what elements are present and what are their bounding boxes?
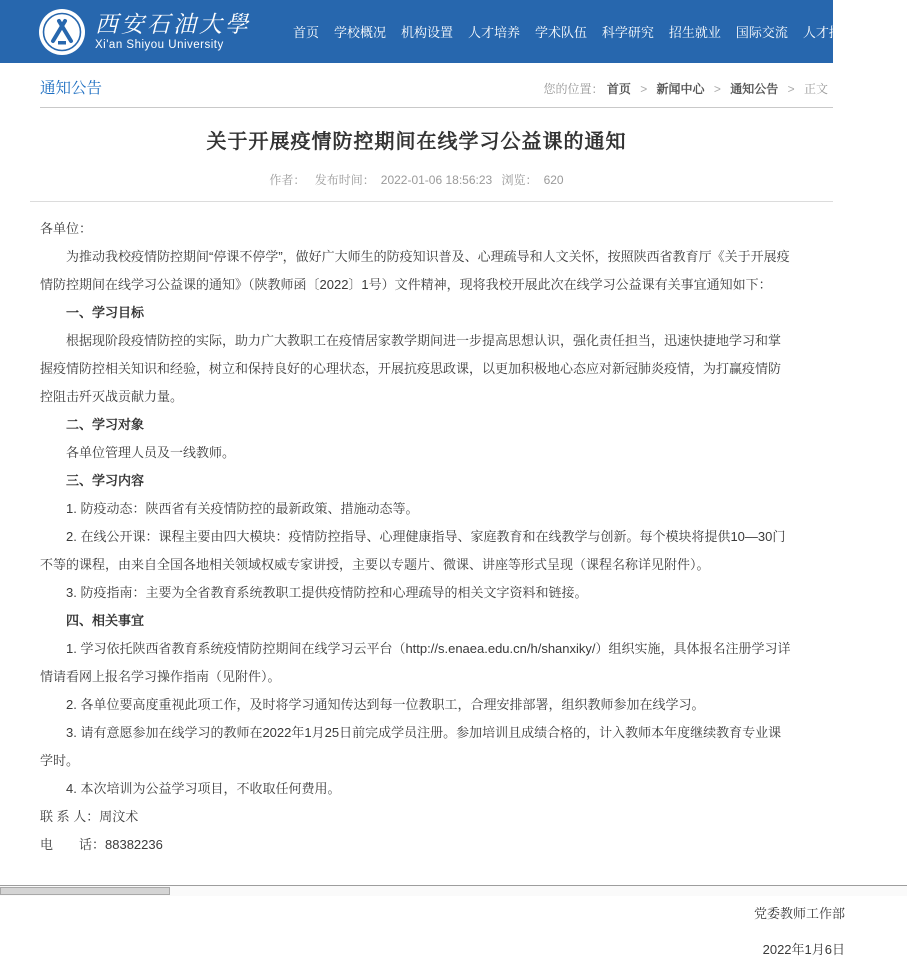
university-logo[interactable]	[38, 8, 251, 56]
main-nav	[293, 22, 855, 41]
article-paragraph: 1. 防疫动态：陕西省有关疫情防控的最新政策、措施动态等。	[66, 501, 419, 516]
article-paragraph: 4. 本次培训为公益学习项目，不收取任何费用。	[66, 781, 341, 796]
breadcrumb-bar	[0, 63, 833, 107]
horizontal-scrollbar-thumb[interactable]	[0, 887, 170, 895]
article-paragraph: 1. 学习依托陕西省教育系统疫情防控期间在线学习云平台（http://s.enaea.edu.cn/h/shanxiky/）组织实施，具体报名注册学习详情请看网上报名学习操作指南（见附件）。	[40, 641, 791, 684]
breadcrumb-item-news-center[interactable]: 新闻中心	[656, 82, 705, 96]
article-paragraph: 2. 在线公开课：课程主要由四大模块：疫情防控指导、心理健康指导、家庭教育和在线教学与创新。每个模块将提供10—30门不等的课程，由来自全国各地相关领域权威专家讲授，主要以专题片、微课、讲座等形式呈现（课程名称详见附件）。	[40, 529, 786, 572]
article-paragraph: 3. 防疫指南：主要为全省教育系统教职工提供疫情防控和心理疏导的相关文字资料和链接。	[66, 585, 588, 600]
article-title: 关于开展疫情防控期间在线学习公益课的通知	[206, 131, 627, 153]
views-value: 620	[543, 173, 564, 187]
breadcrumb-separator: >	[787, 82, 795, 96]
horizontal-scrollbar[interactable]	[0, 885, 907, 896]
article-section-heading: 三、学习内容	[66, 473, 145, 488]
signature-date: 2022年1月6日	[762, 942, 845, 957]
site-header	[0, 0, 855, 63]
article-section-heading: 一、学习目标	[66, 305, 145, 320]
breadcrumb-divider	[40, 107, 833, 108]
university-seal-icon	[38, 8, 86, 56]
university-wordmark	[95, 13, 251, 51]
breadcrumb-location-label: 您的位置：	[543, 82, 604, 96]
article-paragraph: 为推动我校疫情防控期间“停课不停学”，做好广大师生的防疫知识普及、心理疏导和人文关怀，按照陕西省教育厅《关于开展疫情防控期间在线学习公益课的通知》（陕教师函〔2022〕1号）文件精神，现将我校开展此次在线学习公益课有关事宜通知如下：	[40, 249, 790, 292]
breadcrumb	[543, 80, 828, 98]
article-paragraph: 电 话：88382236	[40, 837, 163, 852]
article-section-heading: 二、学习对象	[66, 417, 145, 432]
article-section-heading: 四、相关事宜	[66, 613, 145, 628]
university-name-en: Xi'an Shiyou University	[95, 38, 224, 51]
breadcrumb-separator: >	[640, 82, 648, 96]
author-label: 作者：	[269, 173, 306, 187]
breadcrumb-separator: >	[713, 82, 721, 96]
publish-time-label: 发布时间：	[314, 173, 375, 187]
nav-item[interactable]: 招生就业	[668, 25, 721, 40]
breadcrumb-item-current: 正文	[803, 82, 828, 96]
section-title[interactable]: 通知公告	[40, 80, 103, 97]
signature-department: 党委教师工作部	[753, 906, 845, 921]
article-signature	[0, 903, 845, 958]
nav-item[interactable]: 人才培养	[467, 25, 520, 40]
breadcrumb-item-home[interactable]: 首页	[606, 82, 631, 96]
article-paragraph: 联 系 人：周汶术	[40, 809, 139, 824]
article-body	[0, 202, 833, 859]
breadcrumb-item-notices[interactable]: 通知公告	[730, 82, 779, 96]
views-label: 浏览：	[501, 173, 538, 187]
article-paragraph: 根据现阶段疫情防控的实际，助力广大教职工在疫情居家教学期间进一步提高思想认识，强化责任担当，迅速快捷地学习和掌握疫情防控相关知识和经验，树立和保持良好的心理状态，开展抗疫思政课，以更加积极地心态应对新冠肺炎疫情，为打赢疫情防控阻击歼灭战贡献力量。	[40, 333, 782, 404]
university-name-zh: 西安石油大學	[95, 11, 251, 38]
nav-item[interactable]: 首页	[293, 25, 320, 40]
nav-item[interactable]: 机构设置	[400, 25, 453, 40]
article-paragraph: 2. 各单位要高度重视此项工作，及时将学习通知传达到每一位教职工，合理安排部署，组织教师参加在线学习。	[66, 697, 705, 712]
article-paragraph: 3. 请有意愿参加在线学习的教师在2022年1月25日前完成学员注册。参加培训且成绩合格的，计入教师本年度继续教育专业课学时。	[40, 725, 782, 768]
nav-item[interactable]: 科学研究	[601, 25, 654, 40]
article-meta	[0, 171, 833, 188]
nav-item[interactable]: 人才招聘	[802, 25, 855, 40]
nav-item[interactable]: 国际交流	[735, 25, 788, 40]
article-paragraph: 各单位：	[40, 221, 93, 236]
nav-item[interactable]: 学校概况	[333, 25, 386, 40]
publish-time-value: 2022-01-06 18:56:23	[380, 173, 493, 187]
article-paragraph: 各单位管理人员及一线教师。	[66, 445, 236, 460]
nav-item[interactable]: 学术队伍	[534, 25, 587, 40]
